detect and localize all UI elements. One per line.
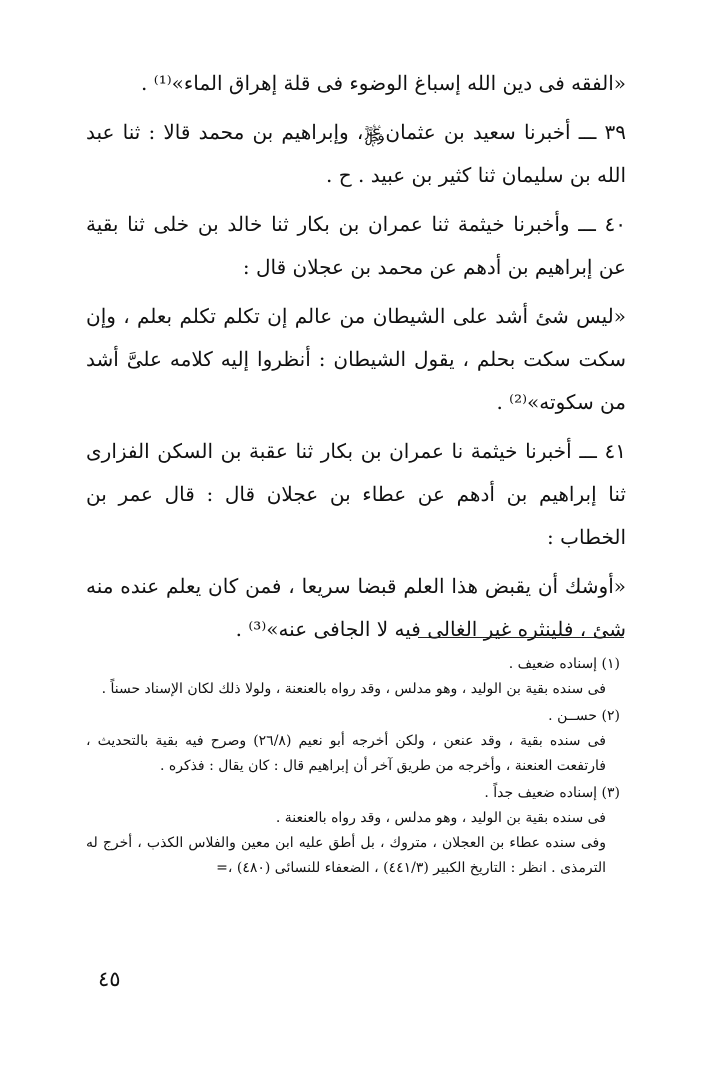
footnote-2-heading: (٢) حســن .: [548, 708, 620, 724]
footnote-3-body-1: فى سنده بقية بن الوليد ، وهو مدلس ، وقد رواه بالعنعنة .: [275, 810, 606, 826]
footnote-3-body-2: وفى سنده عطاء بن العجلان ، متروك ، بل أطق عليه ابن معين والفلاس الكذب ، أخرج له الترمذى . انظر : التاريخ الكبير (٤٤١/٣) ، الضعفاء للنسائى (٤٨٠) ،=: [86, 835, 606, 876]
paragraph-39: ٣٩ ـــ أخبرنا سعيد بن عثمان﷿، وإبراهيم بن محمد قالا : ثنا عبد الله بن سليمان ثنا كثير بن عبيد . ح .: [86, 120, 626, 187]
quote-40: «ليس شئ أشد على الشيطان من عالم إن تكلم تكلم بعلم ، وإن سكت سكت بحلم ، يقول الشيطان : أنظروا إليه كلامه علىَّ أشد من سكوته»⁽²⁾ .: [86, 304, 626, 414]
quote-41: «أوشك أن يقبض هذا العلم قبضا سريعا ، فمن كان يعلم عنده منه شئ ، فلينثره غير الغالى فيه لا الجافى عنه»⁽³⁾ .: [86, 574, 626, 641]
paragraph-41: ٤١ ـــ أخبرنا خيثمة نا عمران بن بكار ثنا عقبة بن السكن الفزارى ثنا إبراهيم بن أدهم عن عطاء بن عجلان قال : قال عمر بن الخطاب :: [86, 439, 626, 549]
paragraph-40: ٤٠ ـــ وأخبرنا خيثمة ثنا عمران بن بكار ثنا خالد بن خلى ثنا بقية عن إبراهيم بن أدهم عن محمد بن عجلان قال :: [86, 212, 626, 279]
footnotes: [86, 650, 626, 881]
footnote-1-heading: (١) إسناده ضعيف .: [508, 656, 620, 672]
footnote-1-body: فى سنده بقية بن الوليد ، وهو مدلس ، وقد رواه بالعنعنة ، ولولا ذلك لكان الإسناد حسناً .: [101, 681, 606, 697]
footnote-3-heading: (٣) إسناده ضعيف جداً .: [484, 785, 620, 801]
footnote-divider: [418, 637, 624, 638]
footnote-2-body: فى سنده بقية ، وقد عنعن ، ولكن أخرجه أبو نعيم (٢٦/٨) وصرح فيه بقية بالتحديث ، فارتفعت العنعنة ، وأخرجه من طريق آخر أن إبراهيم قال : كان يقال : فذكره .: [86, 733, 606, 774]
page-number: ٤٥: [98, 967, 121, 991]
paragraph-38-tail: «الفقه فى دين الله إسباغ الوضوء فى قلة إهراق الماء»⁽¹⁾ .: [141, 71, 626, 95]
main-text: [86, 62, 626, 651]
